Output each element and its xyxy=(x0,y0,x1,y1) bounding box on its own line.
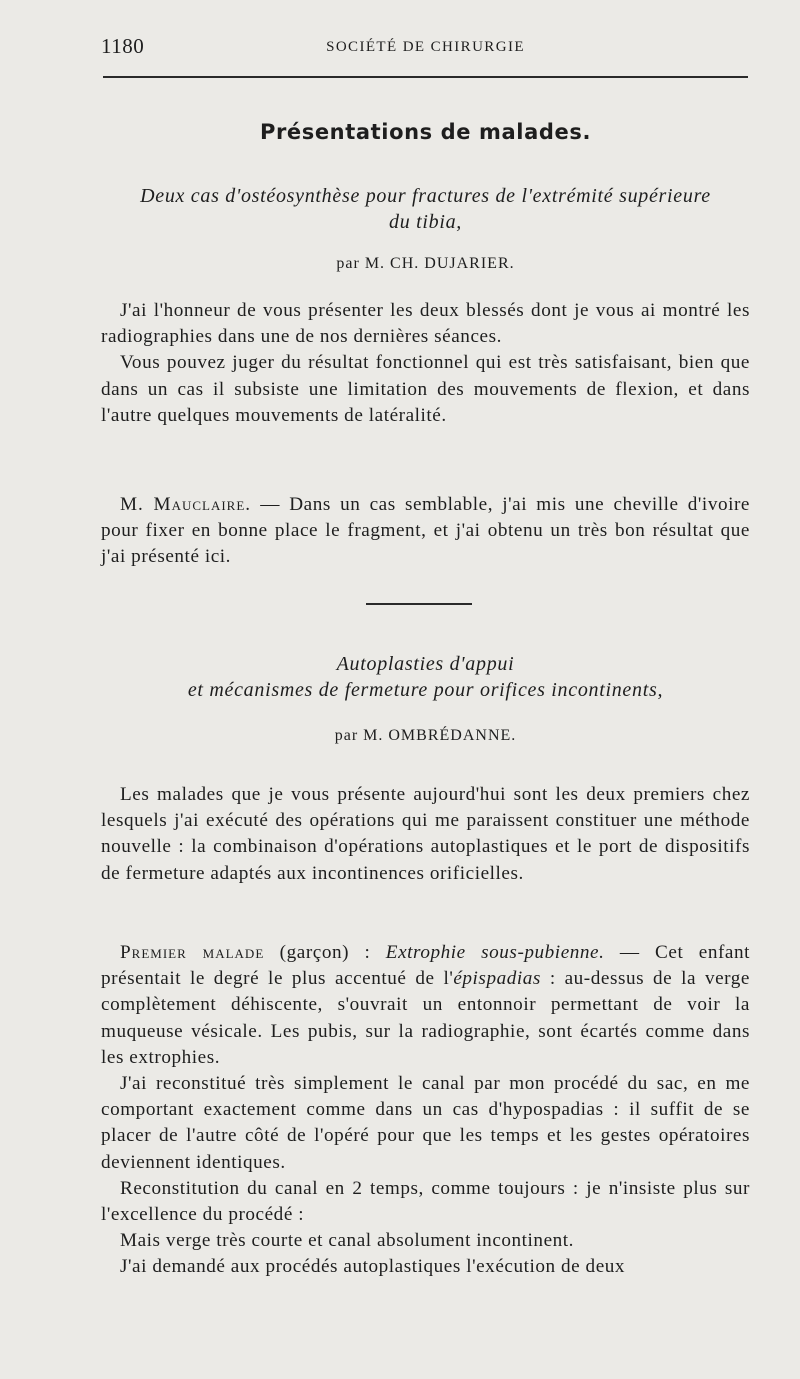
article2-paragraph-5: Mais verge très courte et canal absolument incontinent. xyxy=(120,1230,575,1252)
article2-paragraph-6: J'ai demandé aux procédés autoplastiques l'exécution de deux xyxy=(120,1256,626,1278)
page-number: 1180 xyxy=(101,34,145,58)
running-title: SOCIÉTÉ DE CHIRURGIE xyxy=(326,39,525,55)
article2-paragraph-1: Les malades que je vous présente aujourd'hui sont les deux premiers chez lesquels j'ai exécuté des opérations qui me paraissent constituer une méthode nouvelle : la combinaison d'opérations autoplastiques et le port de dispositifs de fermeture adaptés aux incontinences orificielles. xyxy=(101,784,750,884)
article1-discussion xyxy=(101,492,750,571)
article2-paragraph-2: Premier malade (garçon) : Extrophie sous-pubienne. — Cet enfant présentait le degré le plus accentué de l'épispadias : au-dessus de la verge complètement déhiscente, s'ouvrait un entonnoir permettant de voir la muqueuse vésicale. Les pubis, sur la radiographie, sont écartés comme dans les extrophies. xyxy=(101,942,750,1068)
article2-title-line2: et mécanismes de fermeture pour orifices incontinents, xyxy=(187,679,664,701)
patient-label: Premier malade xyxy=(120,942,265,963)
article1-body xyxy=(101,298,750,429)
diagnosis: Extrophie sous-pubienne. xyxy=(385,942,605,963)
article1-paragraph-2: Vous pouvez juger du résultat fonctionnel qui est très satisfaisant, bien que dans un cas il subsiste une limitation des mouvements de flexion, et dans l'autre quelques mouvements de latéralité. xyxy=(101,352,750,426)
article1-title-line1: Deux cas d'ostéosynthèse pour fractures de l'extrémité supérieure xyxy=(140,185,711,207)
running-head xyxy=(101,34,750,60)
article1-title-line2: du tibia, xyxy=(389,211,462,233)
article2-body xyxy=(101,940,750,1281)
article1-byline: par M. CH. DUJARIER. xyxy=(336,255,515,272)
article2-title-line1: Autoplasties d'appui xyxy=(336,653,515,675)
speaker-name: M. Mauclaire. xyxy=(120,494,252,515)
section-divider xyxy=(366,603,472,605)
article2-intro xyxy=(101,782,750,887)
term-epispadias: épispadias xyxy=(453,968,541,990)
article2-paragraph-3: J'ai reconstitué très simplement le canal par mon procédé du sac, en me comportant exactement comme dans un cas d'hypospadias : il suffit de se placer de l'autre côté de l'opéré pour que les temps et les gestes opératoires deviennent identiques. xyxy=(101,1073,750,1173)
article2-paragraph-4: Reconstitution du canal en 2 temps, comme toujours : je n'insiste plus sur l'excellence du procédé : xyxy=(101,1177,750,1226)
article1-title xyxy=(101,183,750,235)
section-title: Présentations de malades. xyxy=(259,120,592,144)
article2-title xyxy=(101,651,750,703)
article1-paragraph-3 xyxy=(101,492,750,571)
article1-paragraph-1: J'ai l'honneur de vous présenter les deux blessés dont je vous ai montré les radiographies dans une de nos dernières séances. xyxy=(101,300,750,348)
header-rule xyxy=(103,76,748,78)
speaker-remark: — Dans un cas semblable, j'ai mis une cheville d'ivoire pour fixer en bonne place le fragment, et j'ai obtenu un très bon résultat que j'ai présenté ici. xyxy=(101,494,750,568)
article2-byline: par M. OMBRÉDANNE. xyxy=(334,727,517,744)
